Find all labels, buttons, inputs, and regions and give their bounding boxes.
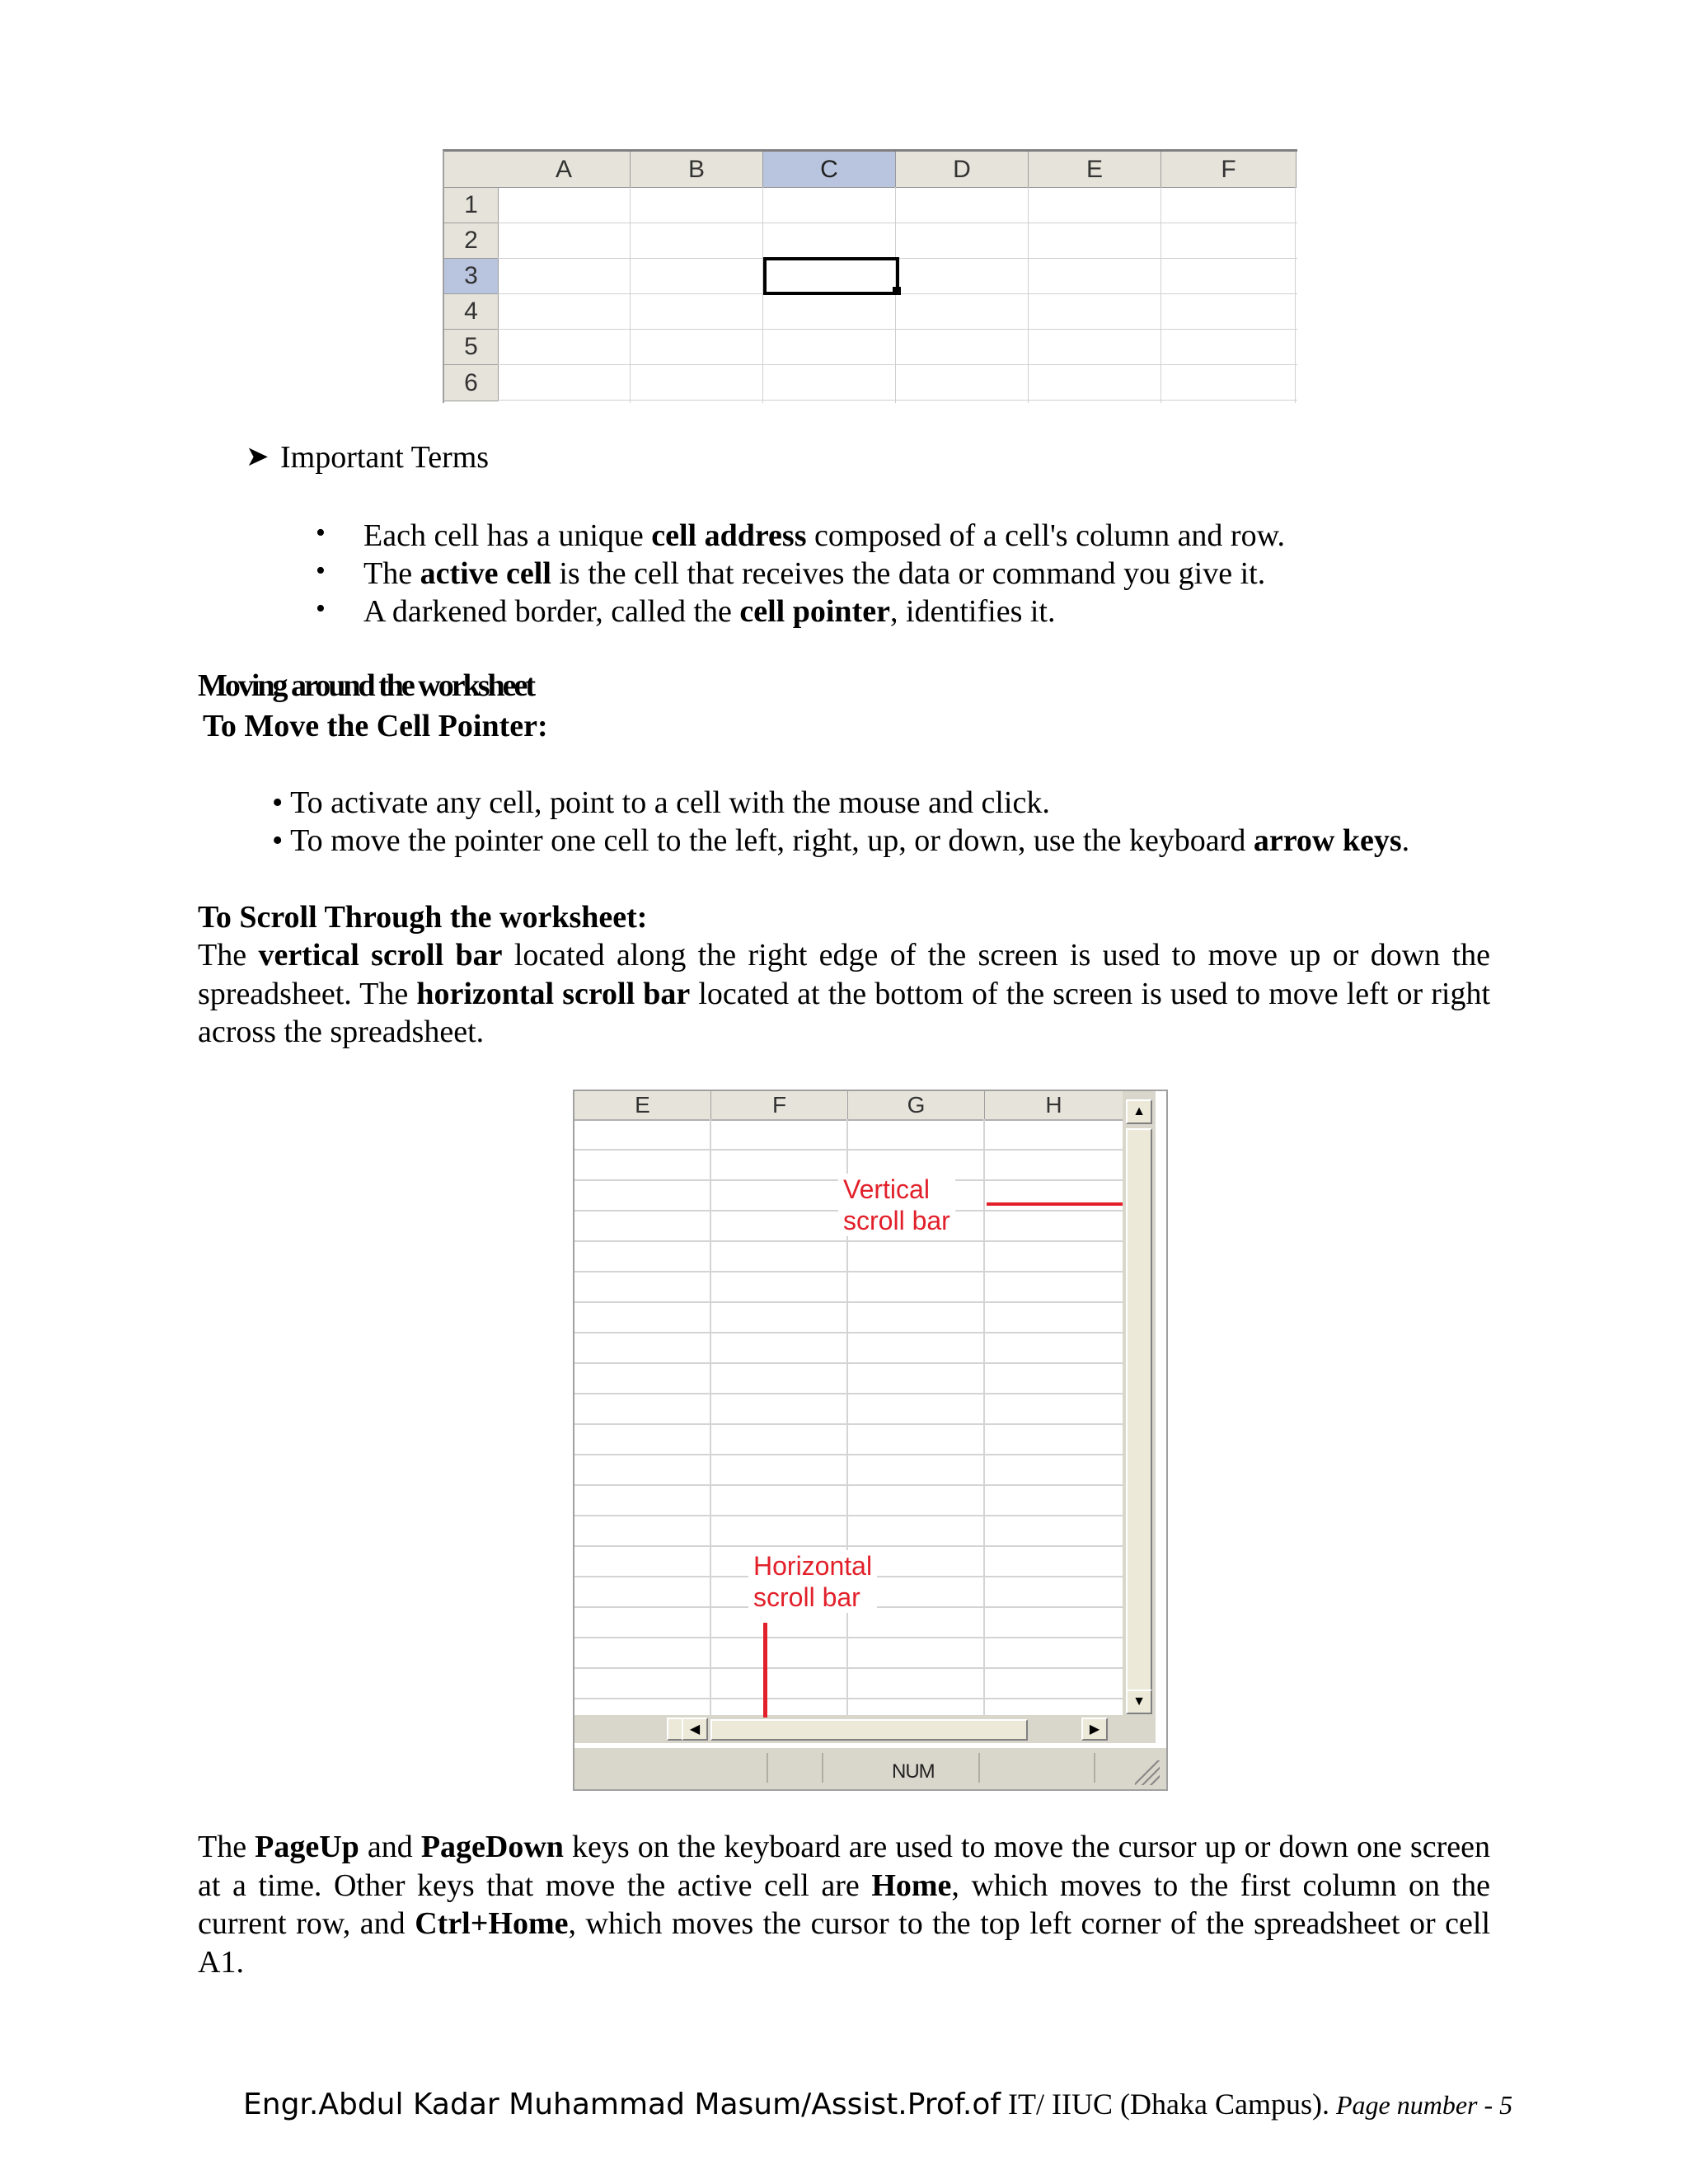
column-header-f[interactable]: F: [711, 1091, 848, 1121]
spreadsheet-figure: [443, 149, 1297, 403]
bullet-icon: •: [272, 823, 291, 858]
move-cell-pointer-heading: To Move the Cell Pointer:: [203, 709, 548, 743]
moving-heading: Moving around the worksheet: [198, 668, 534, 703]
arrow-bullet-icon: ➤: [246, 442, 270, 472]
horizontal-scroll-thumb[interactable]: [710, 1719, 1028, 1741]
column-header-g[interactable]: G: [848, 1091, 985, 1121]
footer-org: IT/ IIUC (Dhaka Campus).: [1001, 2088, 1329, 2121]
footer-author: Engr.Abdul Kadar Muhammad Masum/Assist.Prof.of: [243, 2088, 1001, 2121]
select-all-corner[interactable]: [444, 152, 499, 188]
column-header-e[interactable]: E: [574, 1091, 711, 1121]
horizontal-annotation-line: [763, 1623, 767, 1718]
fill-handle[interactable]: [893, 287, 901, 295]
term-bullet-3: A darkened border, called the cell pointer, identifies it.: [363, 594, 1056, 629]
resize-grip-icon[interactable]: [1135, 1760, 1160, 1785]
column-header-d[interactable]: D: [896, 152, 1029, 188]
term-bullet-1: Each cell has a unique cell address composed of a cell's column and row.: [363, 518, 1286, 553]
move-bullet-1: • To activate any cell, point to a cell with the mouse and click.: [272, 785, 1050, 820]
vertical-annotation-line: [987, 1202, 1123, 1206]
pageup-paragraph: The PageUp and PageDown keys on the keyboard are used to move the cursor up or down one screen at a time. Other keys that move the active cell are Home, which moves to the first column on the current row, and Ctrl+Home, which moves the cursor to the top left corner of the spreadsheet or cell A1.: [198, 1830, 1491, 1980]
cell-pointer[interactable]: [763, 257, 899, 295]
footer-page-number: Page number - 5: [1329, 2090, 1513, 2120]
column-header-b[interactable]: B: [631, 152, 763, 188]
row-header-5[interactable]: 5: [444, 330, 499, 365]
column-header-f[interactable]: F: [1161, 152, 1296, 188]
scroll-right-button[interactable]: ▶: [1081, 1718, 1108, 1741]
row-header-1[interactable]: 1: [444, 188, 499, 223]
column-header-c[interactable]: C: [763, 152, 896, 188]
scroll-up-button[interactable]: ▲: [1126, 1099, 1152, 1124]
scroll-paragraph: The vertical scroll bar located along the right edge of the screen is used to move up or down the spreadsheet. The horizontal scroll bar located at the bottom of the screen is used to move left or right across the spreadsheet.: [198, 938, 1491, 1049]
status-bar: [574, 1746, 1166, 1791]
move-bullet-2: • To move the pointer one cell to the left, right, up, or down, use the keyboard arrow keys.: [272, 823, 1410, 858]
scroll-heading: To Scroll Through the worksheet:: [198, 900, 648, 935]
horizontal-scroll-bar-label: Horizontal scroll bar: [748, 1550, 877, 1613]
term-bullet-2: The active cell is the cell that receives the data or command you give it.: [363, 556, 1266, 591]
bullet-icon: •: [316, 555, 326, 586]
scroll-down-button[interactable]: ▼: [1126, 1690, 1152, 1714]
bullet-icon: •: [316, 518, 326, 548]
important-terms-heading: Important Terms: [280, 440, 490, 475]
scroll-split-box-left[interactable]: [667, 1718, 683, 1741]
column-header-e[interactable]: E: [1029, 152, 1161, 188]
row-header-6[interactable]: 6: [444, 365, 499, 401]
vertical-scroll-bar-label: Vertical scroll bar: [838, 1174, 955, 1236]
page-footer: [243, 2087, 1512, 2121]
column-header-h[interactable]: H: [985, 1091, 1123, 1121]
row-header-3[interactable]: 3: [444, 259, 499, 294]
num-lock-indicator: NUM: [892, 1760, 935, 1783]
bullet-icon: •: [272, 785, 291, 820]
column-header-a[interactable]: A: [498, 152, 631, 188]
scroll-left-button[interactable]: ◀: [682, 1718, 708, 1741]
bullet-icon: •: [316, 593, 326, 624]
vertical-scroll-thumb[interactable]: [1126, 1128, 1152, 1697]
row-header-4[interactable]: 4: [444, 294, 499, 330]
row-header-2[interactable]: 2: [444, 223, 499, 259]
scroll-bar-figure: [573, 1090, 1168, 1791]
